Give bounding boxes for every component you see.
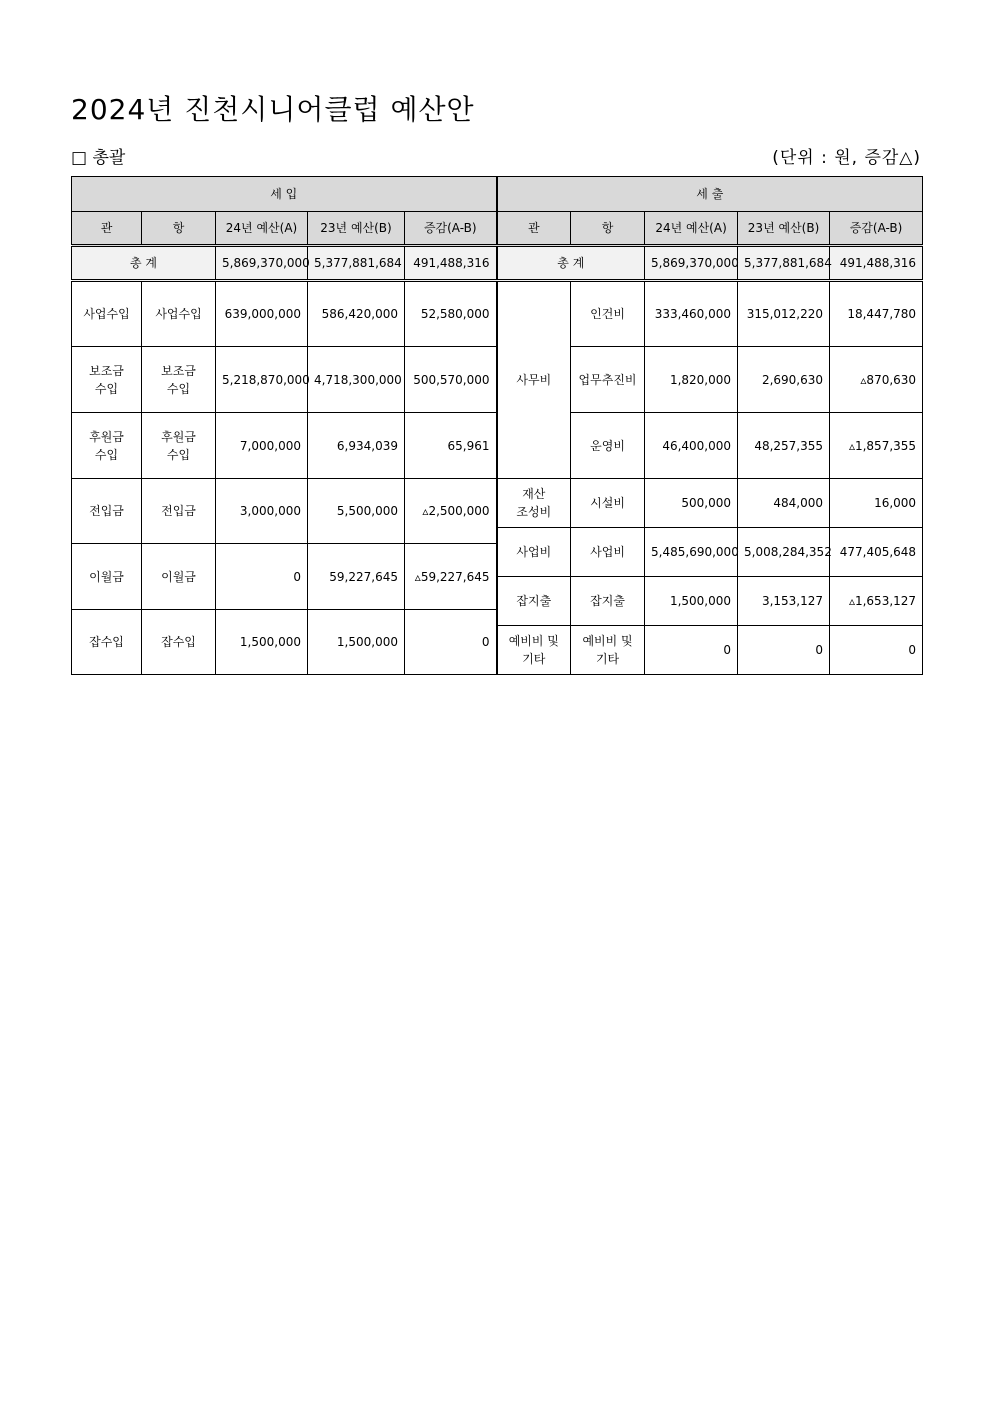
- revenue-total-b: 5,377,881,684: [308, 246, 405, 281]
- expense-hang: 인건비: [571, 281, 645, 347]
- revenue-budget-b: 5,500,000: [308, 479, 405, 544]
- expense-gwan: 잡지출: [497, 577, 571, 626]
- expense-total-a: 5,869,370,000: [645, 246, 738, 281]
- expense-budget-b: 48,257,355: [738, 413, 830, 479]
- expense-total-diff: 491,488,316: [830, 246, 923, 281]
- unit-note: (단위 : 원, 증감△): [772, 148, 921, 168]
- revenue-total-label: 총 계: [72, 246, 216, 281]
- expense-budget-b: 315,012,220: [738, 281, 830, 347]
- revenue-budget-b: 586,420,000: [308, 281, 405, 347]
- expense-budget-b: 3,153,127: [738, 577, 830, 626]
- revenue-hang: 이월금: [142, 544, 216, 610]
- revenue-header: 세 입: [72, 177, 497, 212]
- expense-header: 세 출: [497, 177, 923, 212]
- revenue-hang: 사업수입: [142, 281, 216, 347]
- revenue-total-a: 5,869,370,000: [216, 246, 308, 281]
- revenue-budget-b: 1,500,000: [308, 610, 405, 675]
- col-header-hang: 항: [142, 212, 216, 246]
- revenue-budget-a: 3,000,000: [216, 479, 308, 544]
- expense-diff: 16,000: [830, 479, 923, 528]
- revenue-gwan: 이월금: [72, 544, 142, 610]
- revenue-gwan: 전입금: [72, 479, 142, 544]
- expense-total-label: 총 계: [497, 246, 645, 281]
- expense-budget-a: 1,500,000: [645, 577, 738, 626]
- revenue-gwan: 후원금 수입: [72, 413, 142, 479]
- expense-total-b: 5,377,881,684: [738, 246, 830, 281]
- revenue-budget-a: 639,000,000: [216, 281, 308, 347]
- col-header-budget-a: 24년 예산(A): [645, 212, 738, 246]
- revenue-budget-a: 7,000,000: [216, 413, 308, 479]
- revenue-hang: 보조금 수입: [142, 347, 216, 413]
- col-header-budget-b: 23년 예산(B): [738, 212, 830, 246]
- expense-diff: ▵1,653,127: [830, 577, 923, 626]
- expense-budget-b: 2,690,630: [738, 347, 830, 413]
- expense-budget-a: 333,460,000: [645, 281, 738, 347]
- revenue-budget-b: 59,227,645: [308, 544, 405, 610]
- revenue-gwan: 사업수입: [72, 281, 142, 347]
- col-header-budget-b: 23년 예산(B): [308, 212, 405, 246]
- expense-gwan: 예비비 및 기타: [497, 626, 571, 675]
- revenue-budget-b: 6,934,039: [308, 413, 405, 479]
- revenue-diff: 52,580,000: [405, 281, 497, 347]
- revenue-diff: 500,570,000: [405, 347, 497, 413]
- expense-budget-a: 46,400,000: [645, 413, 738, 479]
- expense-gwan: 사업비: [497, 528, 571, 577]
- revenue-diff: ▵2,500,000: [405, 479, 497, 544]
- expense-hang: 업무추진비: [571, 347, 645, 413]
- revenue-diff: 0: [405, 610, 497, 675]
- expense-gwan: 사무비: [497, 281, 571, 479]
- expense-diff: ▵1,857,355: [830, 413, 923, 479]
- revenue-hang: 잡수입: [142, 610, 216, 675]
- expense-hang: 운영비: [571, 413, 645, 479]
- expense-hang: 시설비: [571, 479, 645, 528]
- revenue-diff: ▵59,227,645: [405, 544, 497, 610]
- revenue-diff: 65,961: [405, 413, 497, 479]
- expense-diff: ▵870,630: [830, 347, 923, 413]
- section-label: □ 총괄: [71, 148, 126, 168]
- col-header-diff: 증감(A-B): [830, 212, 923, 246]
- revenue-budget-b: 4,718,300,000: [308, 347, 405, 413]
- expense-hang: 예비비 및 기타: [571, 626, 645, 675]
- expense-budget-a: 500,000: [645, 479, 738, 528]
- col-header-gwan: 관: [72, 212, 142, 246]
- col-header-hang: 항: [571, 212, 645, 246]
- revenue-budget-a: 5,218,870,000: [216, 347, 308, 413]
- expense-diff: 18,447,780: [830, 281, 923, 347]
- page-title: 2024년 진천시니어클럽 예산안: [71, 93, 475, 126]
- table-row: [72, 479, 923, 528]
- expense-hang: 사업비: [571, 528, 645, 577]
- revenue-budget-a: 1,500,000: [216, 610, 308, 675]
- subheader: [71, 143, 921, 167]
- table-row: [72, 281, 923, 347]
- revenue-gwan: 보조금 수입: [72, 347, 142, 413]
- revenue-budget-a: 0: [216, 544, 308, 610]
- expense-budget-b: 5,008,284,352: [738, 528, 830, 577]
- expense-gwan: 재산 조성비: [497, 479, 571, 528]
- expense-budget-a: 5,485,690,000: [645, 528, 738, 577]
- expense-budget-a: 0: [645, 626, 738, 675]
- expense-budget-b: 0: [738, 626, 830, 675]
- expense-budget-b: 484,000: [738, 479, 830, 528]
- expense-budget-a: 1,820,000: [645, 347, 738, 413]
- expense-diff: 477,405,648: [830, 528, 923, 577]
- budget-summary-table: [71, 176, 923, 675]
- expense-diff: 0: [830, 626, 923, 675]
- col-header-diff: 증감(A-B): [405, 212, 497, 246]
- revenue-hang: 후원금 수입: [142, 413, 216, 479]
- revenue-hang: 전입금: [142, 479, 216, 544]
- revenue-total-diff: 491,488,316: [405, 246, 497, 281]
- col-header-gwan: 관: [497, 212, 571, 246]
- expense-hang: 잡지출: [571, 577, 645, 626]
- revenue-gwan: 잡수입: [72, 610, 142, 675]
- col-header-budget-a: 24년 예산(A): [216, 212, 308, 246]
